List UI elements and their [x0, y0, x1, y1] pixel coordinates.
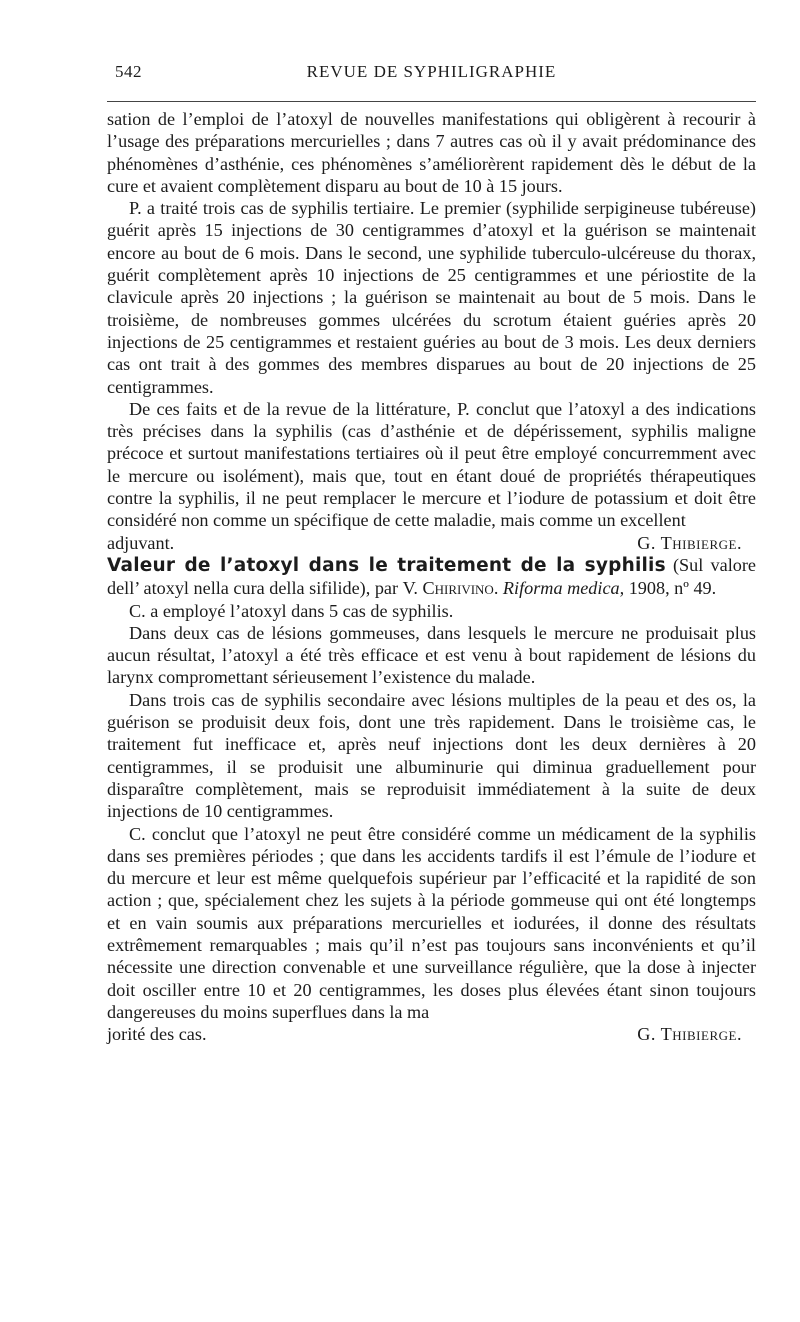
- review1-paragraph-1: sation de l’emploi de l’atoxyl de nouvelles manifestations qui obligèrent à recourir à l’usage des préparations mercurielles ; dans 7 autres cas où il y avait prédominance des phénomènes d’asthénie, ces phénomènes s’améliorèrent rapidement dès le début de la cure et avaient complètement disparu au bout de 10 à 15 jours.: [107, 109, 756, 196]
- review2-original-title: (Sul valore dell’ atoxyl nella cura della sifilide), par: [107, 554, 756, 599]
- review2-paragraph-4: C. conclut que l’atoxyl ne peut être considéré comme un médicament de la syphilis dans ses premières périodes ; que dans les accidents tardifs il est l’émule de l’iodure et du mercure et leur est même quelquefois supérieur par l’efficacité et la rapidité de son action ; que, spécialement chez les sujets à la période gommeuse qui ont été longtemps et en vain soumis aux préparations mercurielles et iodurées, il donne des résultats extrêmement remarquables ; mais qu’il n’est pas toujours sans inconvénients et qu’il nécessite une direction convenable et une surveillance régulière, que la dose à injecter doit osciller entre 10 et 20 centigrammes, les doses plus élevées étant sinon toujours dangereuses du moins superflues dans la ma: [107, 823, 756, 1022]
- review2-journal: Riforma medica,: [498, 578, 625, 599]
- review1-paragraph-3: De ces faits et de la revue de la littérature, P. conclut que l’atoxyl a des indications très précises dans la syphilis (cas d’asthénie et de dépérissement, syphilis maligne précoce et surtout manifestations tertiaires où il peut être employé concurremment avec le mercure ou isolément), mais que, tout en étant doué de propriétés thérapeutiques contre la syphilis, il ne peut remplacer le mercure et l’iodure de potassium et doit être considéré non comme un spécifique de cette maladie, mais comme un excellent: [107, 398, 756, 531]
- review2-paragraph-3: Dans trois cas de syphilis secondaire avec lésions multiples de la peau et des os, la guérison se produisit deux fois, dont une très rapidement. Dans le troisième cas, le traitement fut inefficace et, après neuf injections dont les deux dernières à 20 centigrammes, il se produisit une albuminurie qui diminua graduellement pour disparaître complètement, mais se reproduisit immédiatement à la suite de deux injections de 10 centigrammes.: [107, 689, 756, 822]
- article-body: [107, 108, 756, 1045]
- review2-paragraph-1: C. a employé l’atoxyl dans 5 cas de syphilis.: [129, 600, 454, 621]
- review2-journal-ref: 1908, nº 49.: [624, 578, 717, 599]
- review1-signature-line: [107, 532, 756, 554]
- review2-last-line: jorité des cas.: [107, 1024, 207, 1045]
- review2-title: Valeur de l’atoxyl dans le traitement de la syphilis: [107, 554, 666, 576]
- review2-author: V. Chirivino.: [402, 578, 499, 599]
- header-divider: [107, 101, 756, 102]
- review2-heading: [107, 554, 756, 600]
- review1-paragraph-2: P. a traité trois cas de syphilis tertiaire. Le premier (syphilide serpigineuse tubéreuse) guérit après 15 injections de 30 centigrammes d’atoxyl et la guérison se maintenait encore au bout de 6 mois. Dans le second, une syphilide tuberculo-ulcéreuse du thorax, guérit complètement après 10 injections de 25 centigrammes et une périostite de la clavicule après 20 injections ; la guérison se maintenait au bout de 5 mois. Dans le troisième, de nombreuses gommes ulcérées du scrotum étaient guéries après 20 injections de 25 centigrammes et restaient guéries au bout de 3 mois. Les deux derniers cas ont trait à des gommes des membres disparues au bout de 20 injections de 25 centigrammes.: [107, 198, 756, 397]
- review2-paragraph-2: Dans deux cas de lésions gommeuses, dans lesquels le mercure ne produisait plus aucun résultat, l’atoxyl a été très efficace et est venu à bout rapidement de lésions du larynx compromettant sérieusement l’existence du malade.: [107, 622, 756, 688]
- review1-last-line: adjuvant.: [107, 532, 175, 553]
- journal-title: REVUE DE SYPHILIGRAPHIE: [306, 62, 557, 81]
- review1-signature: G. Thibierge.: [637, 532, 742, 553]
- running-head: [107, 62, 756, 88]
- page-number: 542: [115, 62, 142, 81]
- review2-signature-line: [107, 1023, 756, 1045]
- review2-signature: G. Thibierge.: [637, 1024, 742, 1045]
